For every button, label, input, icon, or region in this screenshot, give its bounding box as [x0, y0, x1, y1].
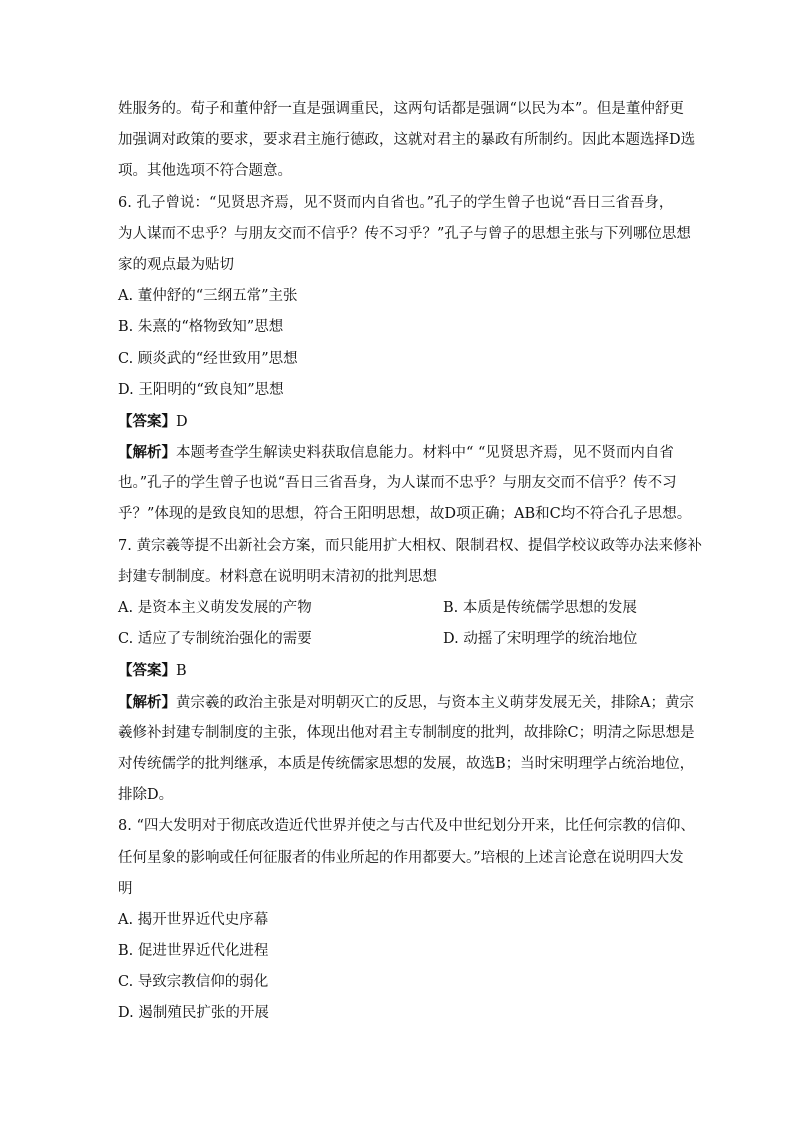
option-c: C. 适应了专制统治强化的需要 [118, 631, 312, 648]
question-stem-line: 8. “四大发明对于彻底改造近代世界并使之与古代及中世纪划分开来，比任何宗教的信仰、 [118, 818, 695, 835]
document-body [118, 94, 702, 1030]
answer-tag: 【答案】 [118, 412, 176, 430]
option-c: C. 导致宗教信仰的弱化 [118, 974, 269, 991]
analysis-line: 乎？”体现的是致良知的思想，符合王阳明思想，故D项正确；AB和C均不符合孔子思想。 [118, 506, 692, 523]
option-a: A. 揭开世界近代史序幕 [118, 911, 269, 928]
option-d: D. 动摇了宋明理学的统治地位 [443, 631, 638, 648]
text-line: 项。其他选项不符合题意。 [118, 163, 292, 180]
question-stem-line: 7. 黄宗羲等提不出新社会方案，而只能用扩大相权、限制君权、提倡学校议政等办法来修补 [118, 537, 702, 554]
option-a: A. 是资本主义萌发发展的产物 [118, 600, 312, 616]
answer-tag: 【答案】 [118, 662, 176, 680]
analysis-block [118, 687, 695, 812]
option-d: D. 遏制殖民扩张的开展 [118, 1005, 269, 1022]
answer-value: D [176, 413, 188, 430]
analysis-line: 也。”孔子的学生曾子也说“吾日三省吾身，为人谋而不忠乎？与朋友交而不信乎？传不习 [118, 475, 677, 492]
question-stem-line: 封建专制制度。材料意在说明明末清初的批判思想 [118, 568, 437, 585]
analysis-line: 羲修补封建专制制度的主张，体现出他对君主专制制度的批判，故排除C；明清之际思想是 [118, 724, 695, 741]
text-line: 加强调对政策的要求，要求君主施行德政，这就对君主的暴政有所制约。因此本题选择D选 [118, 132, 696, 149]
text-line: 姓服务的。荀子和董仲舒一直是强调重民，这两句话都是强调“以民为本”。但是董仲舒更 [118, 101, 684, 117]
question-7 [118, 531, 702, 812]
answer-line [118, 406, 684, 437]
option-d: D. 王阳明的“致良知”思想 [118, 381, 284, 398]
analysis-text: 本题考查学生解读史料获取信息能力。材料中“ “见贤思齐焉，见不贤而内自省 [176, 445, 674, 462]
question-stem-line: 6. 孔子曾说：“见贤思齐焉，见不贤而内自省也。”孔子的学生曾子也说“吾日三省吾身， [118, 194, 674, 211]
analysis-line [118, 437, 684, 468]
analysis-tag: 【解析】 [118, 693, 176, 711]
option-b: B. 本质是传统儒学思想的发展 [443, 600, 637, 616]
answer-line [118, 655, 684, 686]
option-b: B. 朱熹的“格物致知”思想 [118, 319, 284, 336]
analysis-block [118, 437, 692, 531]
analysis-text: 黄宗羲的政治主张是对明朝灭亡的反思，与资本主义萌芽发展无关，排除A；黄宗 [176, 694, 694, 711]
question-8 [118, 811, 695, 1029]
option-b: B. 促进世界近代化进程 [118, 943, 269, 960]
analysis-line [118, 687, 694, 718]
option-a: A. 董仲舒的“三纲五常”主张 [118, 288, 298, 305]
question-stem-line: 家的观点最为贴切 [118, 256, 234, 273]
options-row [118, 624, 684, 655]
analysis-tag: 【解析】 [118, 444, 176, 462]
options-row [118, 593, 684, 624]
answer-value: B [176, 663, 187, 680]
question-6 [118, 188, 692, 531]
option-c: C. 顾炎武的“经世致用”思想 [118, 350, 298, 367]
intro-paragraph [118, 94, 696, 188]
question-stem-line: 任何星象的影响或任何征服者的伟业所起的作用都要大。”培根的上述言论意在说明四大发 [118, 849, 684, 866]
analysis-line: 排除D。 [118, 787, 174, 804]
question-stem-line: 为人谋而不忠乎？与朋友交而不信乎？传不习乎？”孔子与曾子的思想主张与下列哪位思想 [118, 225, 691, 242]
analysis-line: 对传统儒学的批判继承，本质是传统儒家思想的发展，故选B；当时宋明理学占统治地位， [118, 755, 695, 772]
question-stem-line: 明 [118, 880, 133, 897]
